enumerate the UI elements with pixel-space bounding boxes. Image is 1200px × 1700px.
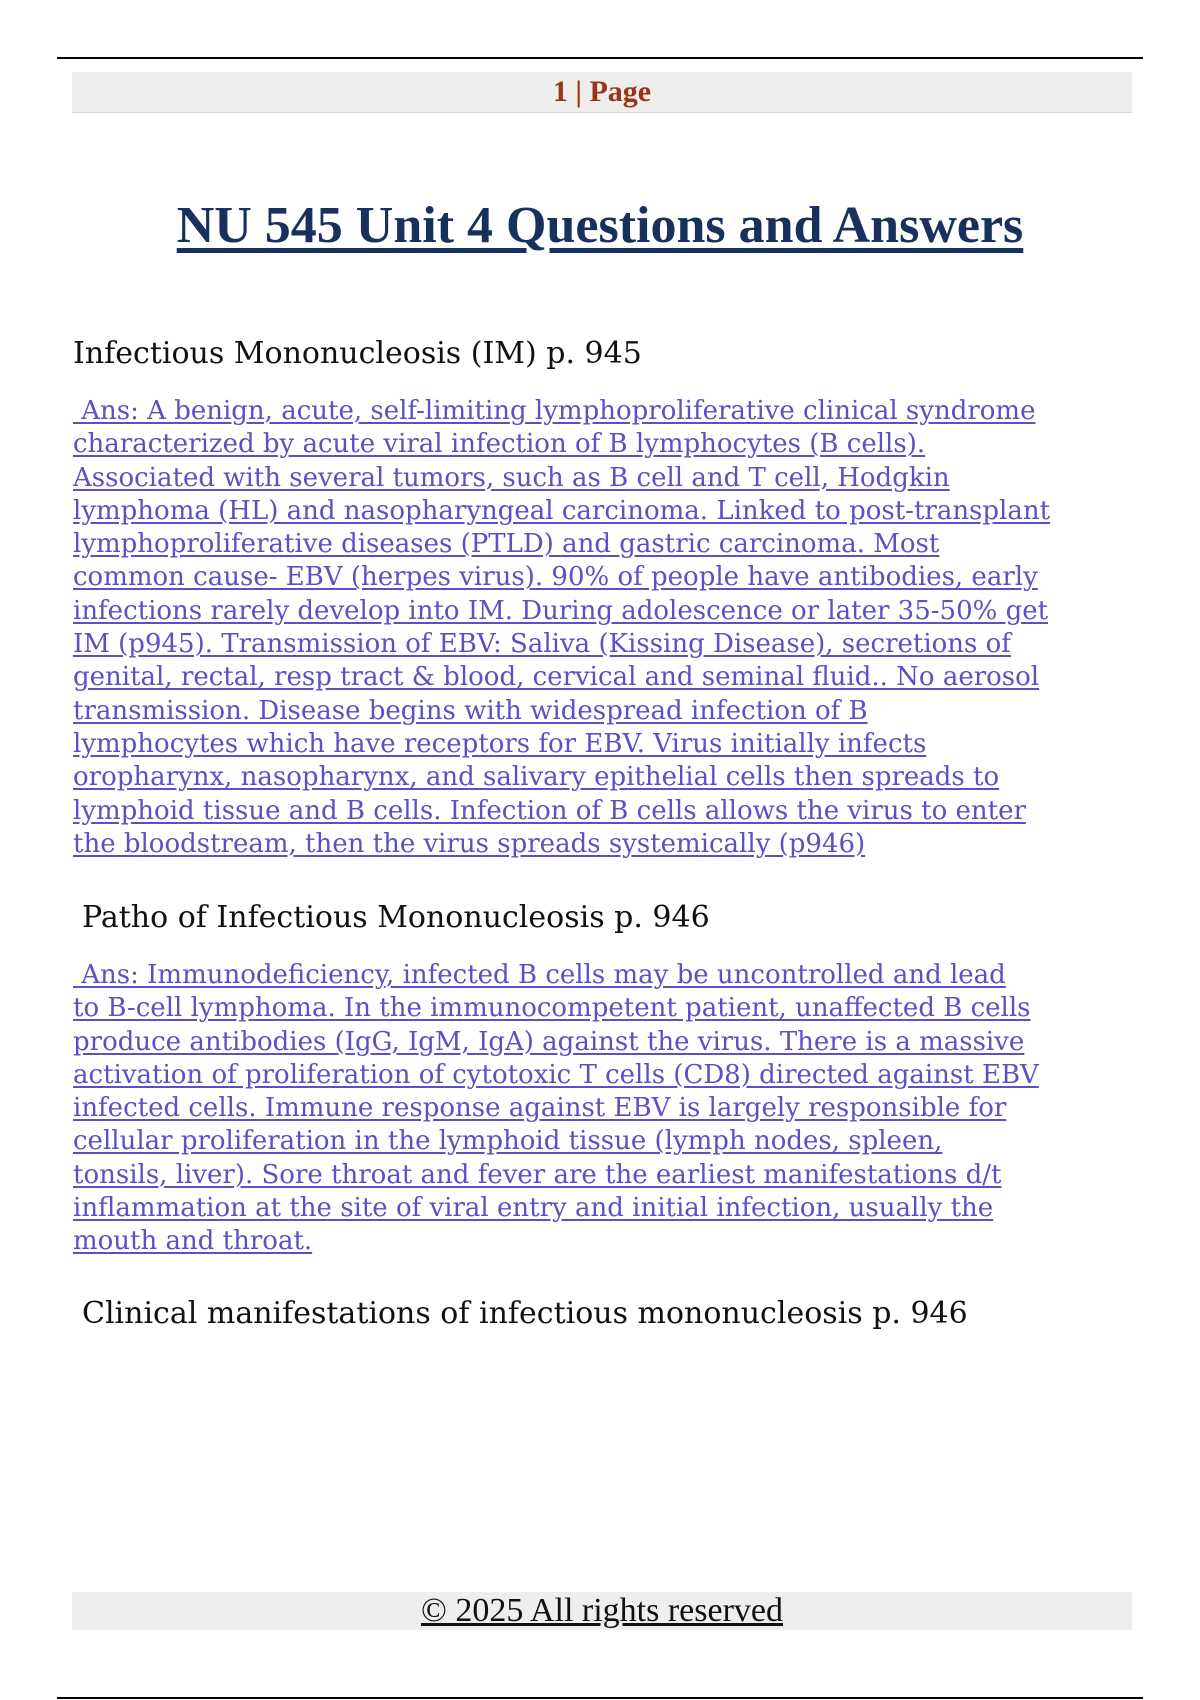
answer-text[interactable]: Ans: Immunodeficiency, infected B cells may be uncontrolled and lead to B-cell lymphoma. In the immunocompetent patient, unaffected B cells produce antibodies (IgG, IgM, IgA) against the virus. There is a massive activation of proliferation of cytotoxic T cells (CD8) directed against EBV infected cells. Immune response against EBV is largely responsible for cellular proliferation in the lymphoid tissue (lymph nodes, spleen, tonsils, liver). Sore throat and fever are the earliest manifestations d/t inflammation at the site of viral entry and initial infection, usually the mouth and throat. xyxy=(73,960,1039,1257)
document-title: NU 545 Unit 4 Questions and Answers xyxy=(176,197,1024,254)
question-heading: Patho of Infectious Mononucleosis p. 946 xyxy=(82,900,710,935)
page-footer xyxy=(72,1592,1132,1630)
answer-text[interactable]: Ans: A benign, acute, self-limiting lymphoproliferative clinical syndrome characterized by acute viral infection of B lymphocytes (B cells). Associated with several tumors, such as B cell and T cell, Hodgkin lymphoma (HL) and nasopharyngeal carcinoma. Linked to post-transplant lymphoproliferative diseases (PTLD) and gastric carcinoma. Most common cause- EBV (herpes virus). 90% of people have antibodies, early infections rarely develop into IM. During adolescence or later 35-50% get IM (p945). Transmission of EBV: Saliva (Kissing Disease), secretions of genital, rectal, resp tract & blood, cervical and seminal fluid.. No aerosol transmission. Disease begins with widespread infection of B lymphocytes which have receptors for EBV. Virus initially infects oropharynx, nasopharynx, and salivary epithelial cells then spreads to lymphoid tissue and B cells. Infection of B cells allows the virus to enter the bloodstream, then the virus spreads systemically (p946) xyxy=(73,396,1051,859)
top-rule xyxy=(57,57,1143,59)
page-number-label: 1 | Page xyxy=(552,75,652,108)
question-heading: Infectious Mononucleosis (IM) p. 945 xyxy=(73,336,642,371)
bottom-rule xyxy=(57,1697,1143,1699)
page-header xyxy=(72,72,1132,113)
question-heading: Clinical manifestations of infectious mononucleosis p. 946 xyxy=(82,1296,968,1331)
copyright-text: © 2025 All rights reserved xyxy=(421,1592,783,1629)
